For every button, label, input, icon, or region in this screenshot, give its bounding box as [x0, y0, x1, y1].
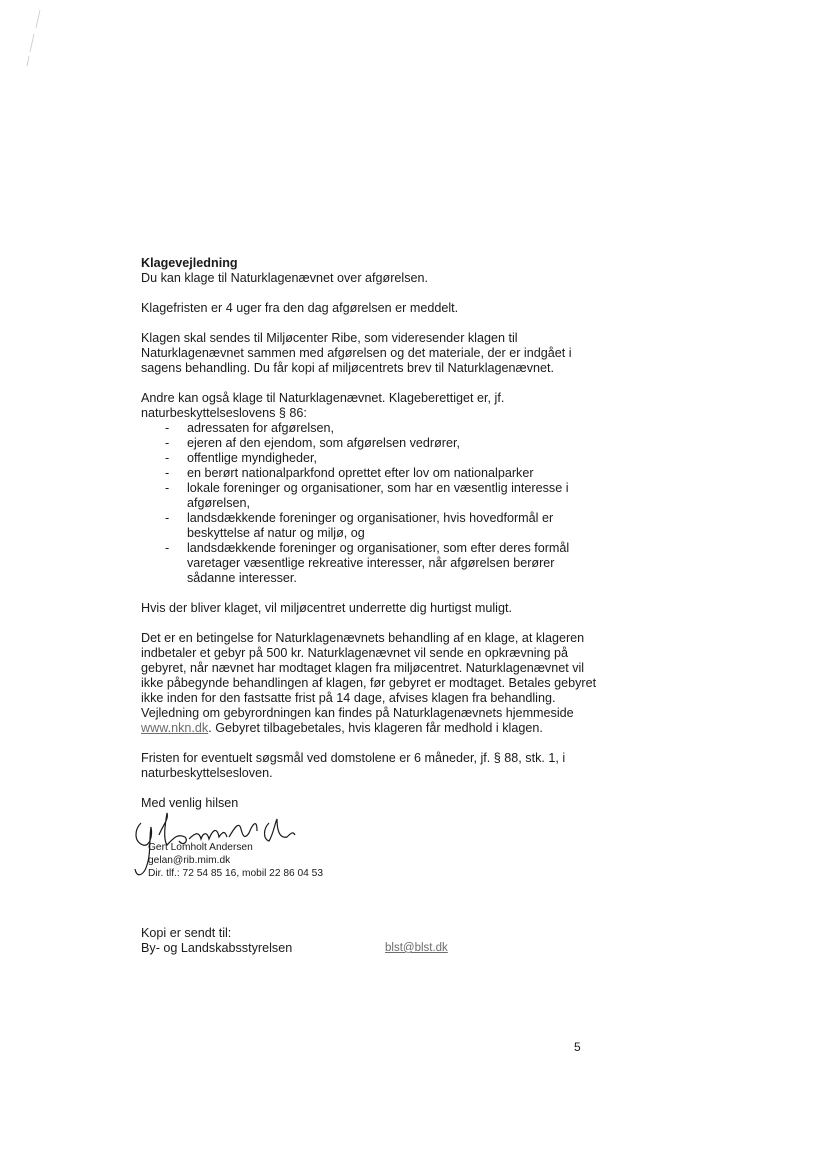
closing-greeting: Med venlig hilsen — [141, 796, 239, 810]
others-intro-paragraph: Andre kan også klage til Naturklagenævnet. Klageberettiget er, jf. naturbeskyttelseslovens § 86: — [141, 391, 505, 420]
signer-phone: Dir. tlf.: 72 54 85 16, mobil 22 86 04 53 — [148, 867, 323, 879]
deadline-paragraph: Klagefristen er 4 uger fra den dag afgørelsen er meddelt. — [141, 301, 459, 315]
list-item: - landsdækkende foreninger og organisationer, som efter deres formål varetager væsentlige rekreative interesser, når afgørelsen berører sådanne interesser. — [165, 541, 570, 585]
signature-block — [141, 813, 601, 883]
list-item: - lokale foreninger og organisationer, som har en væsentlig interesse i afgørelsen, — [165, 481, 569, 510]
list-item: - ejeren af den ejendom, som afgørelsen vedrører, — [165, 436, 461, 450]
scan-edge-mark — [22, 8, 42, 68]
notify-paragraph: Hvis der bliver klaget, vil miljøcentret underrette dig hurtigst muligt. — [141, 601, 512, 615]
send-to-paragraph: Klagen skal sendes til Miljøcenter Ribe, som videresender klagen til Naturklagenævnet sammen med afgørelsen og det materiale, der er indgået i sagens behandling. Du får kopi af miljøcentrets brev til Naturklagenævnet. — [141, 331, 572, 375]
copy-recipient: By- og Landskabsstyrelsen — [141, 941, 293, 955]
signer-details — [148, 842, 323, 880]
page-number: 5 — [574, 1040, 581, 1054]
nkn-website-link[interactable]: www.nkn.dk — [141, 721, 209, 735]
copy-label: Kopi er sendt til: — [141, 926, 232, 940]
list-item: - adressaten for afgørelsen, — [165, 421, 335, 435]
complaint-guidance — [141, 256, 601, 883]
list-item: - offentlige myndigheder, — [165, 451, 317, 465]
list-item: - landsdækkende foreninger og organisationer, hvis hovedformål er beskyttelse af natur og miljø, og — [165, 511, 554, 540]
copy-email-link[interactable]: blst@blst.dk — [385, 942, 448, 954]
signer-email: gelan@rib.mim.dk — [148, 854, 231, 866]
list-item: - en berørt nationalparkfond oprettet efter lov om nationalparker — [165, 466, 534, 480]
copy-row — [141, 941, 471, 956]
intro-paragraph: Du kan klage til Naturklagenævnet over afgørelsen. — [141, 271, 429, 285]
signer-name: Gert Lomholt Andersen — [148, 842, 253, 853]
court-paragraph: Fristen for eventuelt søgsmål ved domstolene er 6 måneder, jf. § 88, stk. 1, i naturbeskyttelsesloven. — [141, 751, 566, 780]
eligible-list — [141, 421, 601, 586]
fee-paragraph: Det er en betingelse for Naturklagenævnets behandling af en klage, at klageren indbetaler et gebyr på 500 kr. Naturklagenævnet vil sende en opkrævning på gebyret, når nævnet har modtaget klagen fra miljøcentret. Naturklagenævnet vil ikke påbegynde behandlingen af klagen, før gebyret er modtaget. Betales gebyret ikke inden for den fastsatte frist på 14 dage, afvises klagen fra behandling. Vejledning om gebyrordningen kan findes på Naturklagenævnets hjemmeside www.nkn.dk. Gebyret tilbagebetales, hvis klageren får medhold i klagen. — [141, 631, 597, 735]
copy-recipients — [141, 926, 471, 956]
section-heading: Klagevejledning — [141, 256, 238, 270]
